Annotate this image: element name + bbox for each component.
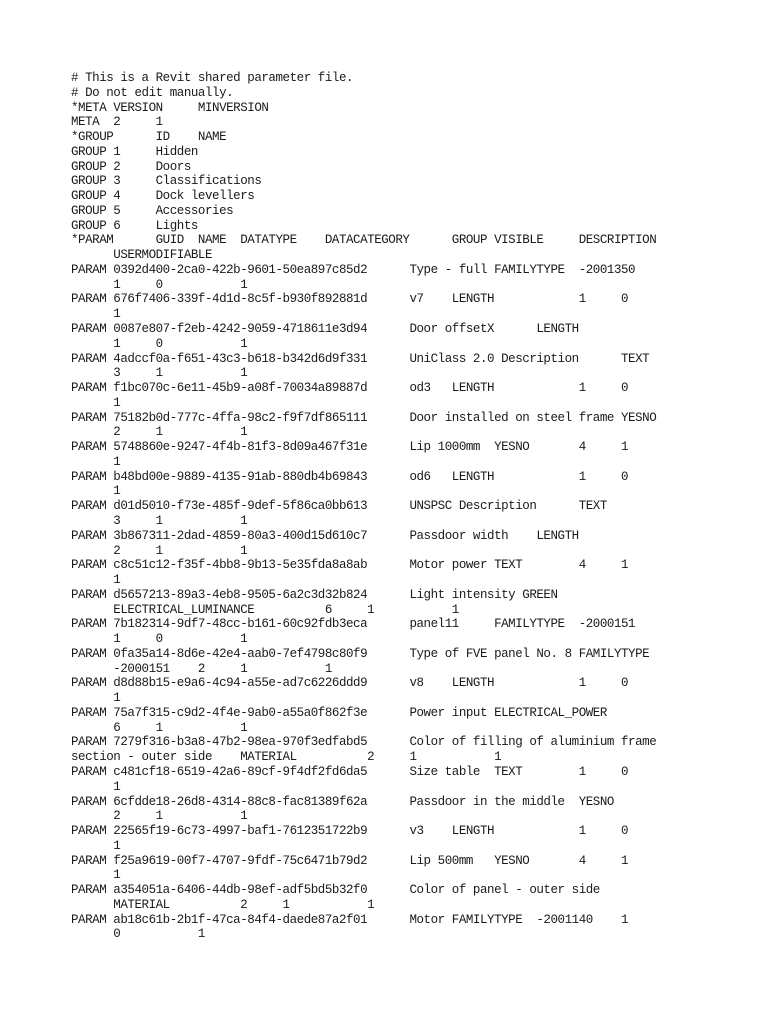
- text-line: PARAM ab18c61b-2b1f-47ca-84f4-daede87a2f01 Motor FAMILYTYPE -2001140 1: [71, 912, 629, 927]
- text-line: PARAM f25a9619-00f7-4707-9fdf-75c6471b79d2 Lip 500mm YESNO 4 1: [71, 853, 629, 868]
- text-line: 1: [71, 395, 121, 410]
- text-line: 1: [71, 454, 121, 469]
- text-line: # Do not edit manually.: [71, 85, 234, 100]
- text-line: 1: [71, 573, 121, 588]
- text-line: PARAM b48bd00e-9889-4135-91ab-880db4b69843 od6 LENGTH 1 0: [71, 469, 629, 484]
- text-line: PARAM a354051a-6406-44db-98ef-adf5bd5b32f0 Color of panel - outer side: [71, 883, 600, 898]
- text-line: 3 1 1: [71, 513, 248, 528]
- text-line: 2 1 1: [71, 425, 248, 440]
- text-line: *PARAM GUID NAME DATATYPE DATACATEGORY GROUP VISIBLE DESCRIPTION: [71, 233, 657, 248]
- text-line: GROUP 4 Dock levellers: [71, 189, 255, 204]
- text-line: 1: [71, 307, 121, 322]
- text-line: 1: [71, 691, 121, 706]
- text-line: MATERIAL 2 1 1: [71, 897, 375, 912]
- text-line: PARAM 22565f19-6c73-4997-baf1-7612351722b9 v3 LENGTH 1 0: [71, 824, 629, 839]
- text-line: GROUP 6 Lights: [71, 218, 198, 233]
- text-line: PARAM d8d88b15-e9a6-4c94-a55e-ad7c6226ddd9 v8 LENGTH 1 0: [71, 676, 629, 691]
- text-line: section - outer side MATERIAL 2 1 1: [71, 750, 502, 765]
- shared-parameter-text: [71, 71, 751, 942]
- text-line: PARAM 7279f316-b3a8-47b2-98ea-970f3edfabd5 Color of filling of aluminium frame: [71, 735, 657, 750]
- text-line: 1: [71, 868, 121, 883]
- text-line: PARAM 75a7f315-c9d2-4f4e-9ab0-a55a0f862f3e Power input ELECTRICAL_POWER: [71, 705, 607, 720]
- text-line: PARAM 6cfdde18-26d8-4314-88c8-fac81389f62a Passdoor in the middle YESNO: [71, 794, 614, 809]
- text-line: -2000151 2 1 1: [71, 661, 332, 676]
- text-line: *META VERSION MINVERSION: [71, 100, 269, 115]
- text-line: 1: [71, 838, 121, 853]
- text-line: GROUP 1 Hidden: [71, 144, 198, 159]
- text-line: PARAM 0087e807-f2eb-4242-9059-4718611e3d94 Door offsetX LENGTH: [71, 322, 579, 337]
- text-line: GROUP 2 Doors: [71, 159, 191, 174]
- text-line: 1 0 1: [71, 336, 248, 351]
- text-line: PARAM f1bc070c-6e11-45b9-a08f-70034a89887d od3 LENGTH 1 0: [71, 381, 629, 396]
- text-line: PARAM 0392d400-2ca0-422b-9601-50ea897c85d2 Type - full FAMILYTYPE -2001350: [71, 262, 636, 277]
- text-line: PARAM d01d5010-f73e-485f-9def-5f86ca0bb613 UNSPSC Description TEXT: [71, 499, 607, 514]
- text-line: # This is a Revit shared parameter file.: [71, 71, 354, 85]
- text-line: PARAM 0fa35a14-8d6e-42e4-aab0-7ef4798c80f9 Type of FVE panel No. 8 FAMILYTYPE: [71, 646, 650, 661]
- text-line: 6 1 1: [71, 720, 248, 735]
- text-line: PARAM c8c51c12-f35f-4bb8-9b13-5e35fda8a8ab Motor power TEXT 4 1: [71, 558, 629, 573]
- text-line: *GROUP ID NAME: [71, 130, 227, 145]
- text-line: PARAM d5657213-89a3-4eb8-9505-6a2c3d32b824 Light intensity GREEN: [71, 587, 558, 602]
- text-line: 2 1 1: [71, 543, 248, 558]
- text-line: GROUP 3 Classifications: [71, 174, 262, 189]
- text-line: GROUP 5 Accessories: [71, 203, 234, 218]
- text-line: PARAM 4adccf0a-f651-43c3-b618-b342d6d9f331 UniClass 2.0 Description TEXT: [71, 351, 650, 366]
- text-line: 1: [71, 484, 121, 499]
- text-line: PARAM 3b867311-2dad-4859-80a3-400d15d610c7 Passdoor width LENGTH: [71, 528, 579, 543]
- text-line: 2 1 1: [71, 809, 248, 824]
- text-line: USERMODIFIABLE: [71, 248, 213, 263]
- text-line: PARAM c481cf18-6519-42a6-89cf-9f4df2fd6da5 Size table TEXT 1 0: [71, 764, 629, 779]
- text-line: 1: [71, 779, 121, 794]
- document-page: [71, 71, 751, 942]
- text-line: 3 1 1: [71, 366, 248, 381]
- text-line: ELECTRICAL_LUMINANCE 6 1 1: [71, 602, 459, 617]
- text-line: PARAM 676f7406-339f-4d1d-8c5f-b930f892881d v7 LENGTH 1 0: [71, 292, 629, 307]
- text-line: 1 0 1: [71, 632, 248, 647]
- text-line: 1 0 1: [71, 277, 248, 292]
- text-line: PARAM 75182b0d-777c-4ffa-98c2-f9f7df865111 Door installed on steel frame YESNO: [71, 410, 657, 425]
- text-line: PARAM 7b182314-9df7-48cc-b161-60c92fdb3eca panel11 FAMILYTYPE -2000151: [71, 617, 636, 632]
- text-line: 0 1: [71, 927, 205, 942]
- text-line: PARAM 5748860e-9247-4f4b-81f3-8d09a467f31e Lip 1000mm YESNO 4 1: [71, 440, 629, 455]
- text-line: META 2 1: [71, 115, 163, 130]
